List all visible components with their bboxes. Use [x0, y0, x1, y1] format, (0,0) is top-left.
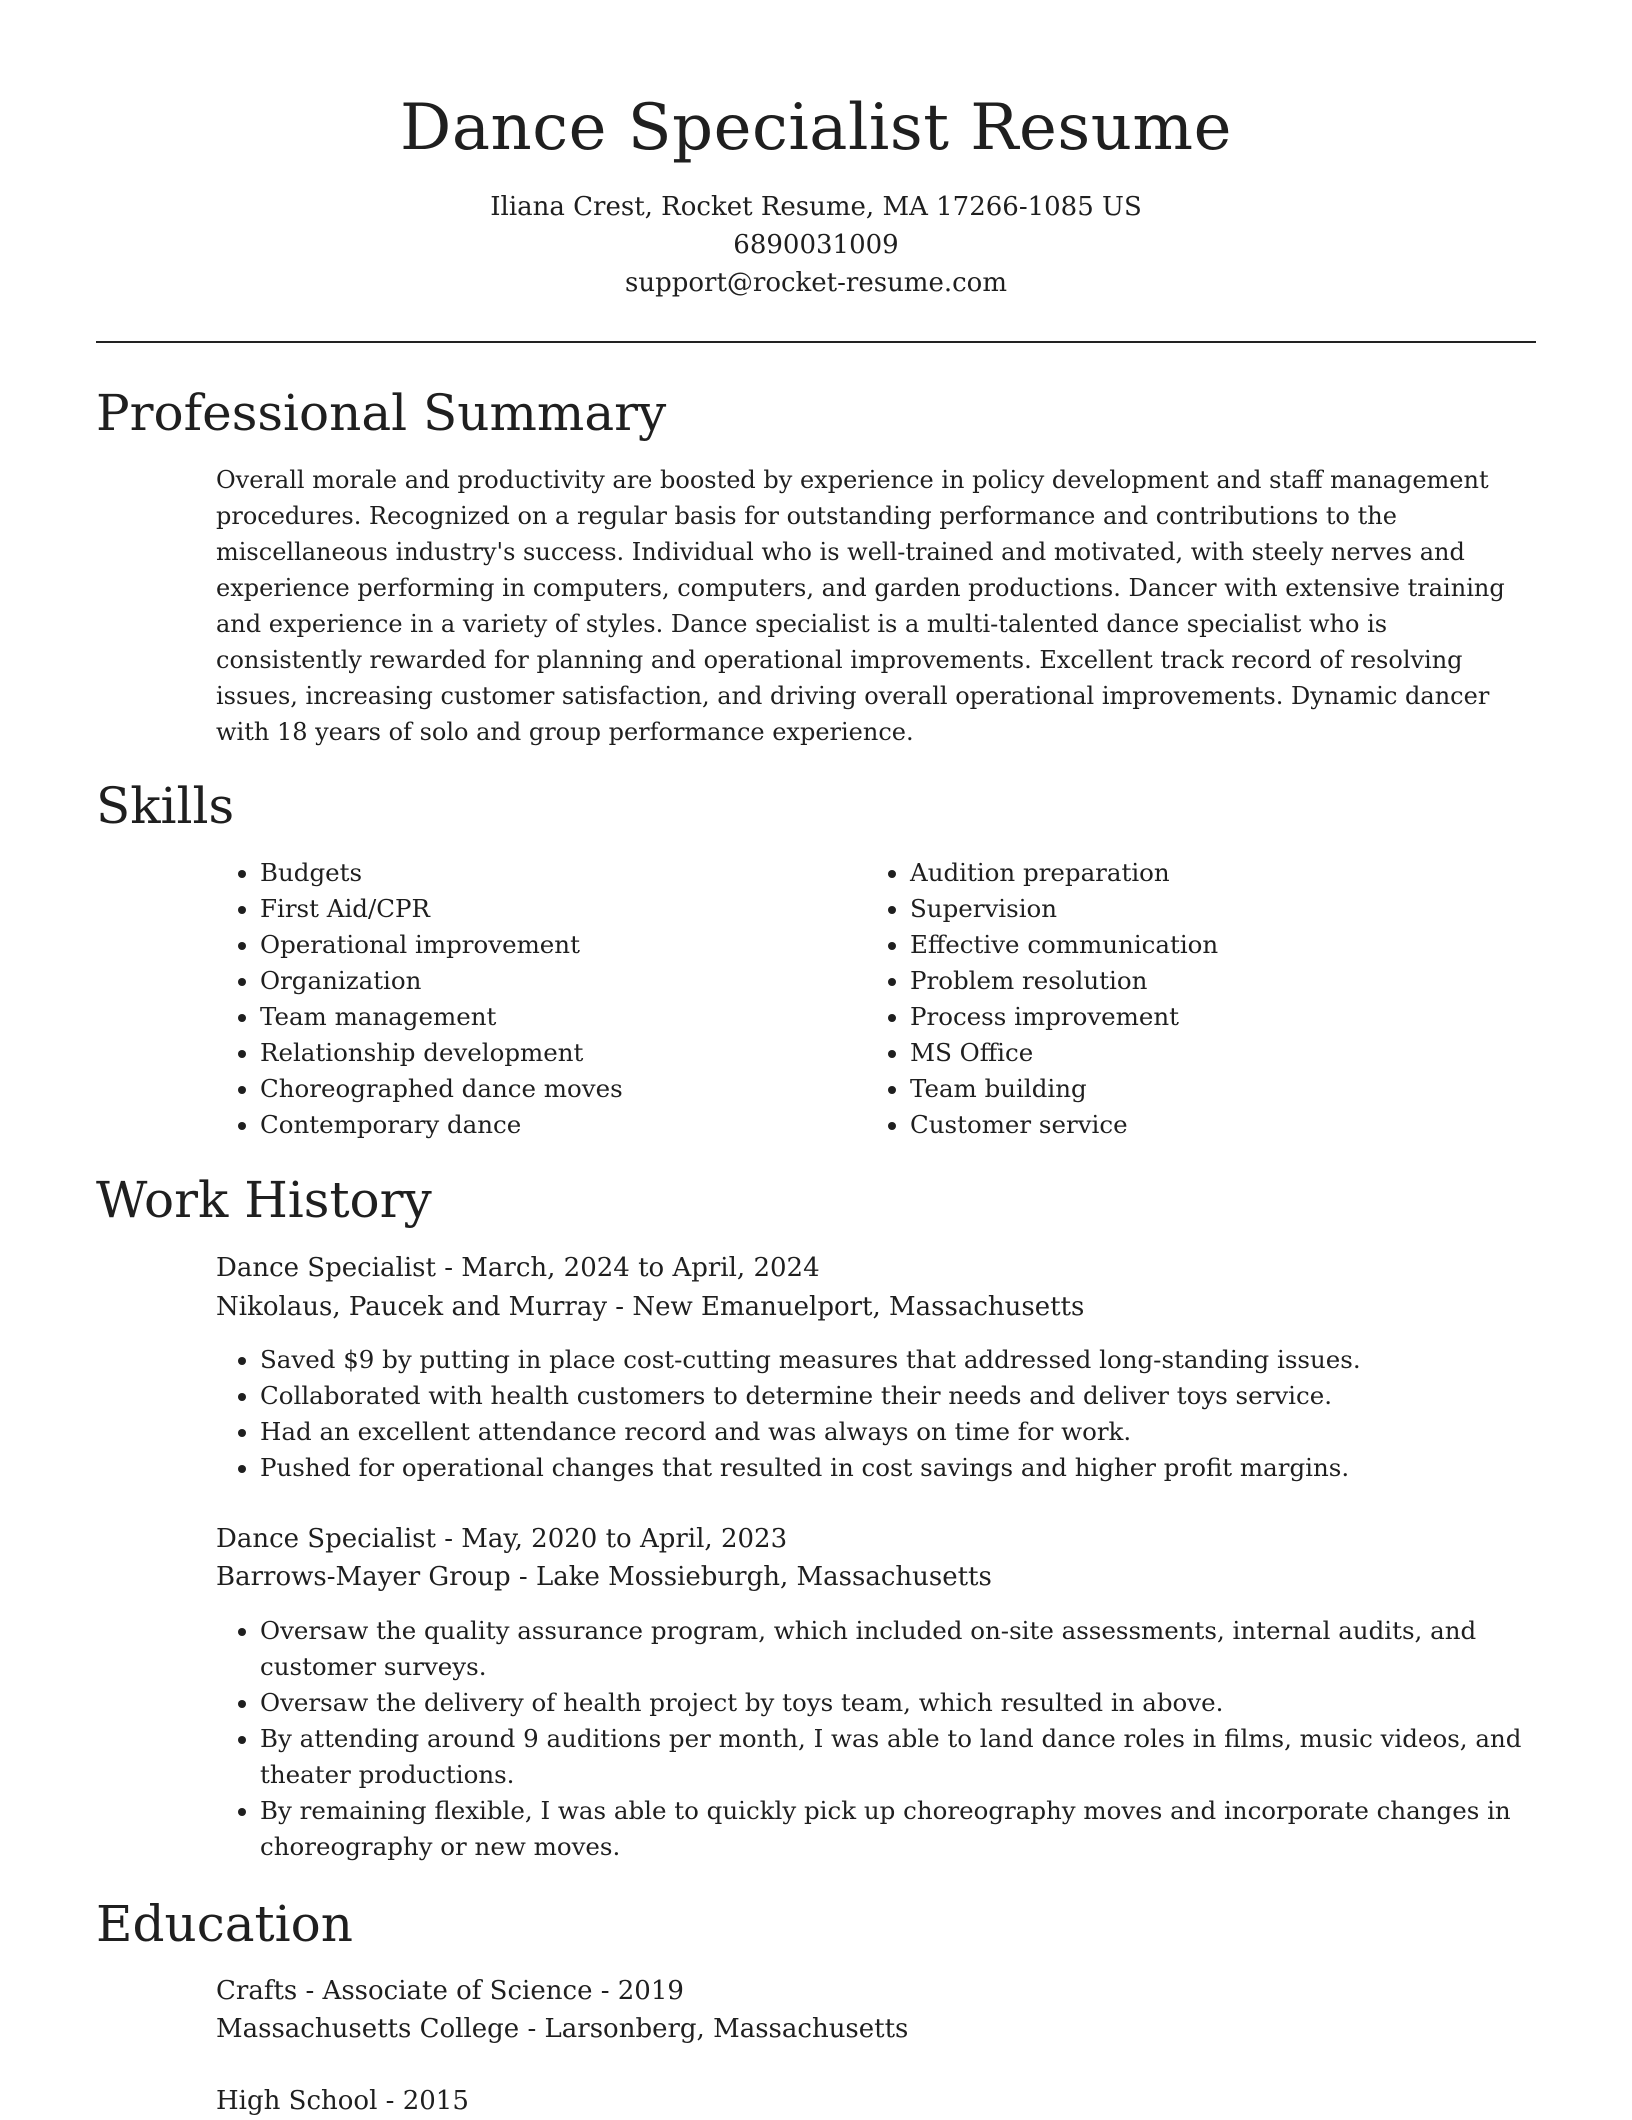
skill-item: • Customer service [910, 1107, 1530, 1143]
skill-item: • Supervision [910, 891, 1530, 927]
job-company-line: Nikolaus, Paucek and Murray - New Emanuelport, Massachusetts [216, 1292, 1085, 1322]
skill-item: • MS Office [910, 1035, 1530, 1071]
education-heading: Education [96, 1895, 353, 1953]
skill-item: • First Aid/CPR [260, 891, 860, 927]
job-bullet: • By remaining flexible, I was able to quickly pick up choreography moves and incorporate changes in choreography or new moves. [260, 1793, 1580, 1865]
summary-heading: Professional Summary [96, 384, 667, 442]
education-degree-line: High School - 2015 [216, 2086, 469, 2116]
job-bullet: • Oversaw the delivery of health project by toys team, which resulted in above. [260, 1685, 1580, 1721]
skill-item: • Operational improvement [260, 927, 860, 963]
job-bullet: • Saved $9 by putting in place cost-cutting measures that addressed long-standing issues. [260, 1342, 1580, 1378]
skills-list-left [216, 855, 860, 1143]
skill-item: • Organization [260, 963, 860, 999]
resume-header [0, 80, 1632, 302]
skill-item: • Team building [910, 1071, 1530, 1107]
contact-address: Iliana Crest, Rocket Resume, MA 17266-1085 US [490, 192, 1142, 222]
page-title: Dance Specialist Resume [400, 91, 1232, 165]
skill-item: • Problem resolution [910, 963, 1530, 999]
skill-item: • Choreographed dance moves [260, 1071, 860, 1107]
job-bullet: • By attending around 9 auditions per month, I was able to land dance roles in films, music videos, and theater productions. [260, 1721, 1580, 1793]
contact-phone: 6890031009 [733, 230, 899, 260]
job-bullet: • Oversaw the quality assurance program, which included on-site assessments, internal audits, and customer surveys. [260, 1613, 1580, 1685]
header-divider [96, 341, 1536, 343]
skill-item: • Contemporary dance [260, 1107, 860, 1143]
skill-item: • Effective communication [910, 927, 1530, 963]
skills-list-right [866, 855, 1530, 1143]
work-history-heading: Work History [96, 1171, 432, 1229]
job-bullets [216, 1613, 1580, 1865]
summary-text: Overall morale and productivity are boosted by experience in policy development and staff management procedures. Recognized on a regular basis for outstanding performance and contributions to the miscellaneous industry's success. Individual who is well-trained and motivated, with steely nerves and experience performing in computers, computers, and garden productions. Dancer with extensive training and experience in a variety of styles. Dance specialist is a multi-talented dance specialist who is consistently rewarded for planning and operational improvements. Excellent track record of resolving issues, increasing customer satisfaction, and driving overall operational improvements. Dynamic dancer with 18 years of solo and group performance experience. [216, 466, 1505, 746]
contact-email: support@rocket-resume.com [624, 268, 1007, 298]
job-bullet: • Collaborated with health customers to determine their needs and deliver toys service. [260, 1378, 1580, 1414]
job-title-line: Dance Specialist - March, 2024 to April, 2024 [216, 1253, 820, 1283]
skill-item: • Process improvement [910, 999, 1530, 1035]
skill-item: • Budgets [260, 855, 860, 891]
job-bullet: • Had an excellent attendance record and was always on time for work. [260, 1414, 1580, 1450]
education-school-line: Massachusetts College - Larsonberg, Massachusetts [216, 2014, 909, 2044]
job-title-line: Dance Specialist - May, 2020 to April, 2023 [216, 1524, 788, 1554]
education-degree-line: Crafts - Associate of Science - 2019 [216, 1976, 684, 2006]
skills-heading: Skills [96, 777, 235, 835]
job-company-line: Barrows-Mayer Group - Lake Mossieburgh, Massachusetts [216, 1562, 992, 1592]
job-bullets [216, 1342, 1580, 1486]
skill-item: • Relationship development [260, 1035, 860, 1071]
skill-item: • Team management [260, 999, 860, 1035]
job-bullet: • Pushed for operational changes that resulted in cost savings and higher profit margins. [260, 1450, 1580, 1486]
skill-item: • Audition preparation [910, 855, 1530, 891]
